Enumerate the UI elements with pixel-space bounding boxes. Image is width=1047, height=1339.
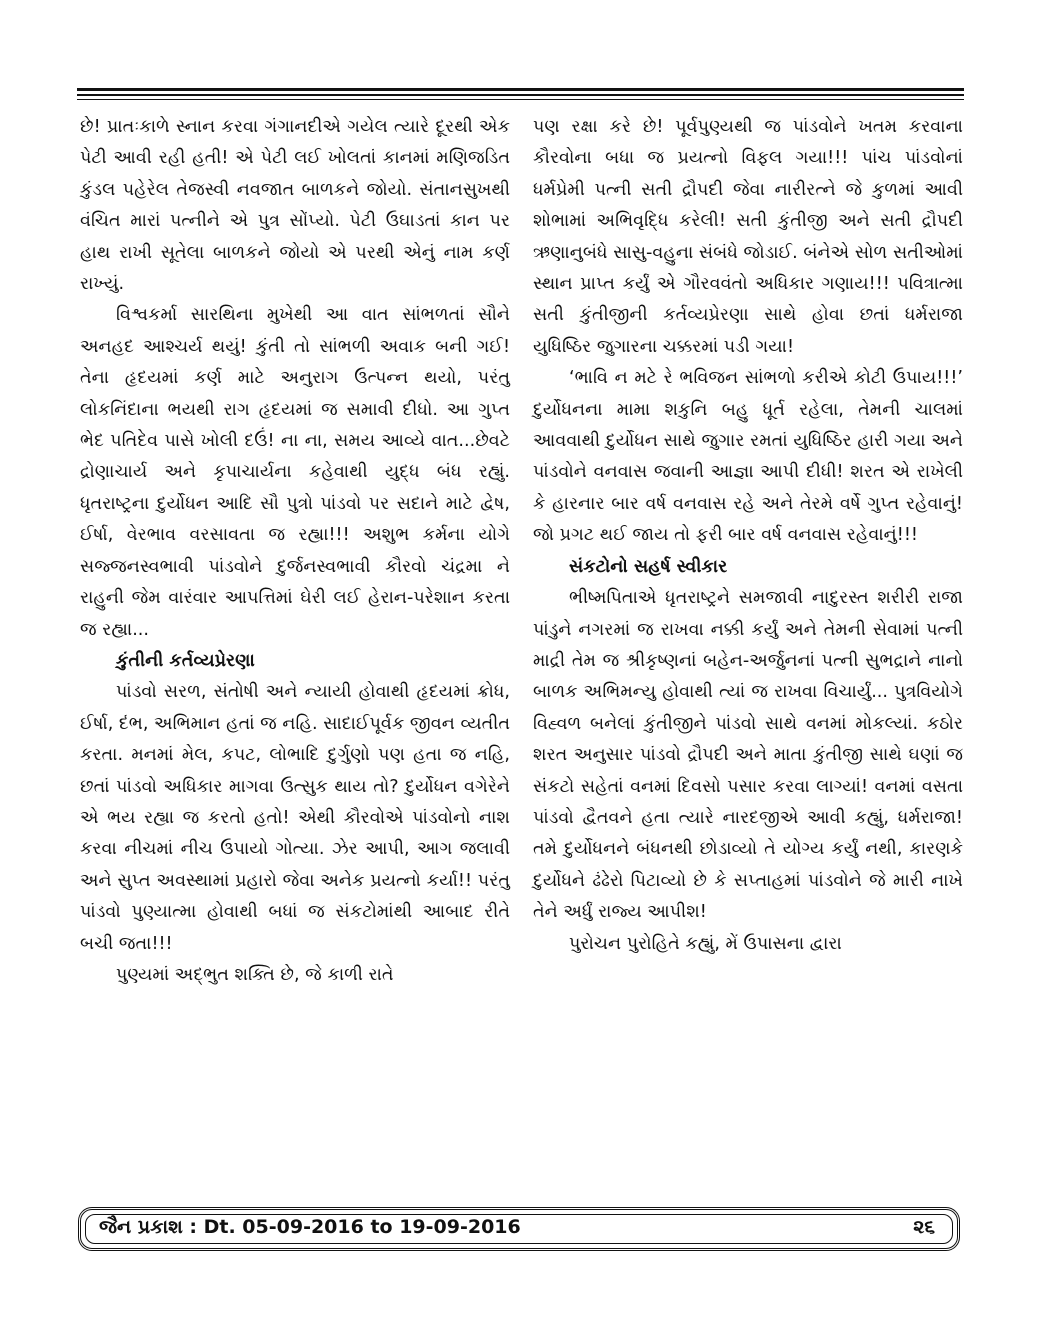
section-heading-kunti: કુંતીની કર્તવ્યપ્રેરણા [116,650,255,671]
right-paragraph-2: ‘ભાવિ ન મટે રે ભવિજન સાંભળો કરીએ કોટી ઉપાય!!!’ દુર્યોધનના મામા શકુનિ બહુ ધૂર્ત રહેલા, તેમની ચાલમાં આવવાથી દુર્યોધન સાથે જુગાર રમતાં યુધિષ્ઠિર હારી ગયા અને પાંડવોને વનવાસ જવાની આજ્ઞા આપી દીધી! શરત એ રાખેલી કે હારનાર બાર વર્ષ વનવાસ રહે અને તેરમે વર્ષે ગુપ્ત રહેવાનું! જો પ્રગટ થઈ જાય તો ફરી બાર વર્ષ વનવાસ રહેવાનું!!! [533,368,963,546]
publication-info: જૈન પ્રકાશ : Dt. 05-09-2016 to 19-09-2016 [99,1216,521,1238]
left-paragraph-3: પાંડવો સરળ, સંતોષી અને ન્યાયી હોવાથી હૃદયમાં ક્રોધ, ઈર્ષા, દંભ, અભિમાન હતાં જ નહિ. સાદાઈપૂર્વક જીવન વ્યતીત કરતા. મનમાં મેલ, કપટ, લોભાદિ દુર્ગુણો પણ હતા જ નહિ, છતાં પાંડવો અધિકાર માગવા ઉત્સુક થાય તો? દુર્યોધન વગેરેને એ ભય રહ્યા જ કરતો હતો! એથી કૌરવોએ પાંડવોનો નાશ કરવા નીચમાં નીચ ઉપાયો ગોત્યા. ઝેર આપી, આગ જલાવી અને સુપ્ત અવસ્થામાં પ્રહારો જેવા અનેક પ્રયત્નો કર્યા!! પરંતુ પાંડવો પુણ્યાત્મા હોવાથી બધાં જ સંકટોમાંથી આબાદ રીતે બચી જતા!!! [80,682,510,954]
right-paragraph-3: ભીષ્મપિતાએ ધૃતરાષ્ટ્રને સમજાવી નાદુરસ્ત શરીરી રાજા પાંડુને નગરમાં જ રાખવા નક્કી કર્યું અને તેમની સેવામાં પત્ની માદ્રી તેમ જ શ્રીકૃષ્ણનાં બહેન-અર્જુનનાં પત્ની સુભદ્રાને નાનો બાળક અભિમન્યુ હોવાથી ત્યાં જ રાખવા વિચાર્યું... પુત્રવિયોગે વિહ્વળ બનેલાં કુંતીજીને પાંડવો સાથે વનમાં મોકલ્યાં. કઠોર શરત અનુસાર પાંડવો દ્રૌપદી અને માતા કુંતીજી સાથે ઘણાં જ સંકટો સહેતાં વનમાં દિવસો પસાર કરવા લાગ્યાં! વનમાં વસતા પાંડવો દ્વૈતવને હતા ત્યારે નારદજીએ આવી કહ્યું, ધર્મરાજા! તમે દુર્યોધનને બંધનથી છોડાવ્યો તે યોગ્ય કર્યું નથી, કારણકે દુર્યોધને ઢંઢેરો પિટાવ્યો છે કે સપ્તાહમાં પાંડવોને જે મારી નાખે તેને અર્ધું રાજ્ય આપીશ! [533,588,963,923]
right-column [533,112,963,960]
left-paragraph-4: પુણ્યમાં અદ્ભુત શક્તિ છે, જે કાળી રાતે [116,964,394,985]
left-column [80,112,510,991]
right-paragraph-4: પુરોચન પુરોહિતે કહ્યું, મેં ઉપાસના દ્વારા [569,933,842,954]
section-heading-sankato: સંકટોનો સહર્ષ સ્વીકાર [569,556,728,577]
left-paragraph-2: વિશ્વકર્મા સારથિના મુખેથી આ વાત સાંભળતાં સૌને અનહદ આશ્ચર્ય થયું! કુંતી તો સાંભળી અવાક બની ગઈ! તેના હૃદયમાં કર્ણ માટે અનુરાગ ઉત્પન્ન થયો, પરંતુ લોકનિંદાના ભયથી રાગ હૃદયમાં જ સમાવી દીધો. આ ગુપ્ત ભેદ પતિદેવ પાસે ખોલી દઉં! ના ના, સમય આવ્યે વાત...છેવટે દ્રોણાચાર્ય અને કૃપાચાર્યના કહેવાથી યુદ્ધ બંધ રહ્યું. ધૃતરાષ્ટ્રના દુર્યોધન આદિ સૌ પુત્રો પાંડવો પર સદાને માટે દ્વેષ, ઈર્ષા, વેરભાવ વરસાવતા જ રહ્યા!!! અશુભ કર્મના યોગે સજ્જનસ્વભાવી પાંડવોને દુર્જનસ્વભાવી કૌરવો ચંદ્રમા ને રાહુની જેમ વારંવાર આપત્તિમાં ઘેરી લઈ હેરાન-પરેશાન કરતા જ રહ્યા... [80,305,510,640]
top-rule-medium [77,94,964,96]
footer-bar [78,1207,960,1251]
top-rule-thick [77,88,964,91]
left-paragraph-1: છે! પ્રાતઃકાળે સ્નાન કરવા ગંગાનદીએ ગયેલ ત્યારે દૂરથી એક પેટી આવી રહી હતી! એ પેટી લઈ ખોલતાં કાનમાં મણિજડિત કુંડલ પહેરેલ તેજસ્વી નવજાત બાળકને જોયો. સંતાનસુખથી વંચિત મારાં પત્નીને એ પુત્ર સોંપ્યો. પેટી ઉઘાડતાં કાન પર હાથ રાખી સૂતેલા બાળકને જોયો એ પરથી એનું નામ કર્ણ રાખ્યું. [80,117,510,295]
top-rule-thin [77,99,964,100]
right-paragraph-1: પણ રક્ષા કરે છે! પૂર્વપુણ્યથી જ પાંડવોને ખતમ કરવાના કૌરવોના બધા જ પ્રયત્નો વિફલ ગયા!!! પાંચ પાંડવોનાં ધર્મપ્રેમી પત્ની સતી દ્રૌપદી જેવા નારીરત્ને જે કુળમાં આવી શોભામાં અભિવૃદ્ધિ કરેલી! સતી કુંતીજી અને સતી દ્રૌપદી ઋણાનુબંધે સાસુ-વહુના સંબંધે જોડાઈ. બંનેએ સોળ સતીઓમાં સ્થાન પ્રાપ્ત કર્યું એ ગૌરવવંતો અધિકાર ગણાય!!! પવિત્રાત્મા સતી કુંતીજીની કર્તવ્યપ્રેરણા સાથે હોવા છતાં ધર્મરાજા યુધિષ્ઠિર જુગારના ચક્કરમાં પડી ગયા! [533,117,963,357]
page-number: ૨૬ [913,1216,935,1238]
